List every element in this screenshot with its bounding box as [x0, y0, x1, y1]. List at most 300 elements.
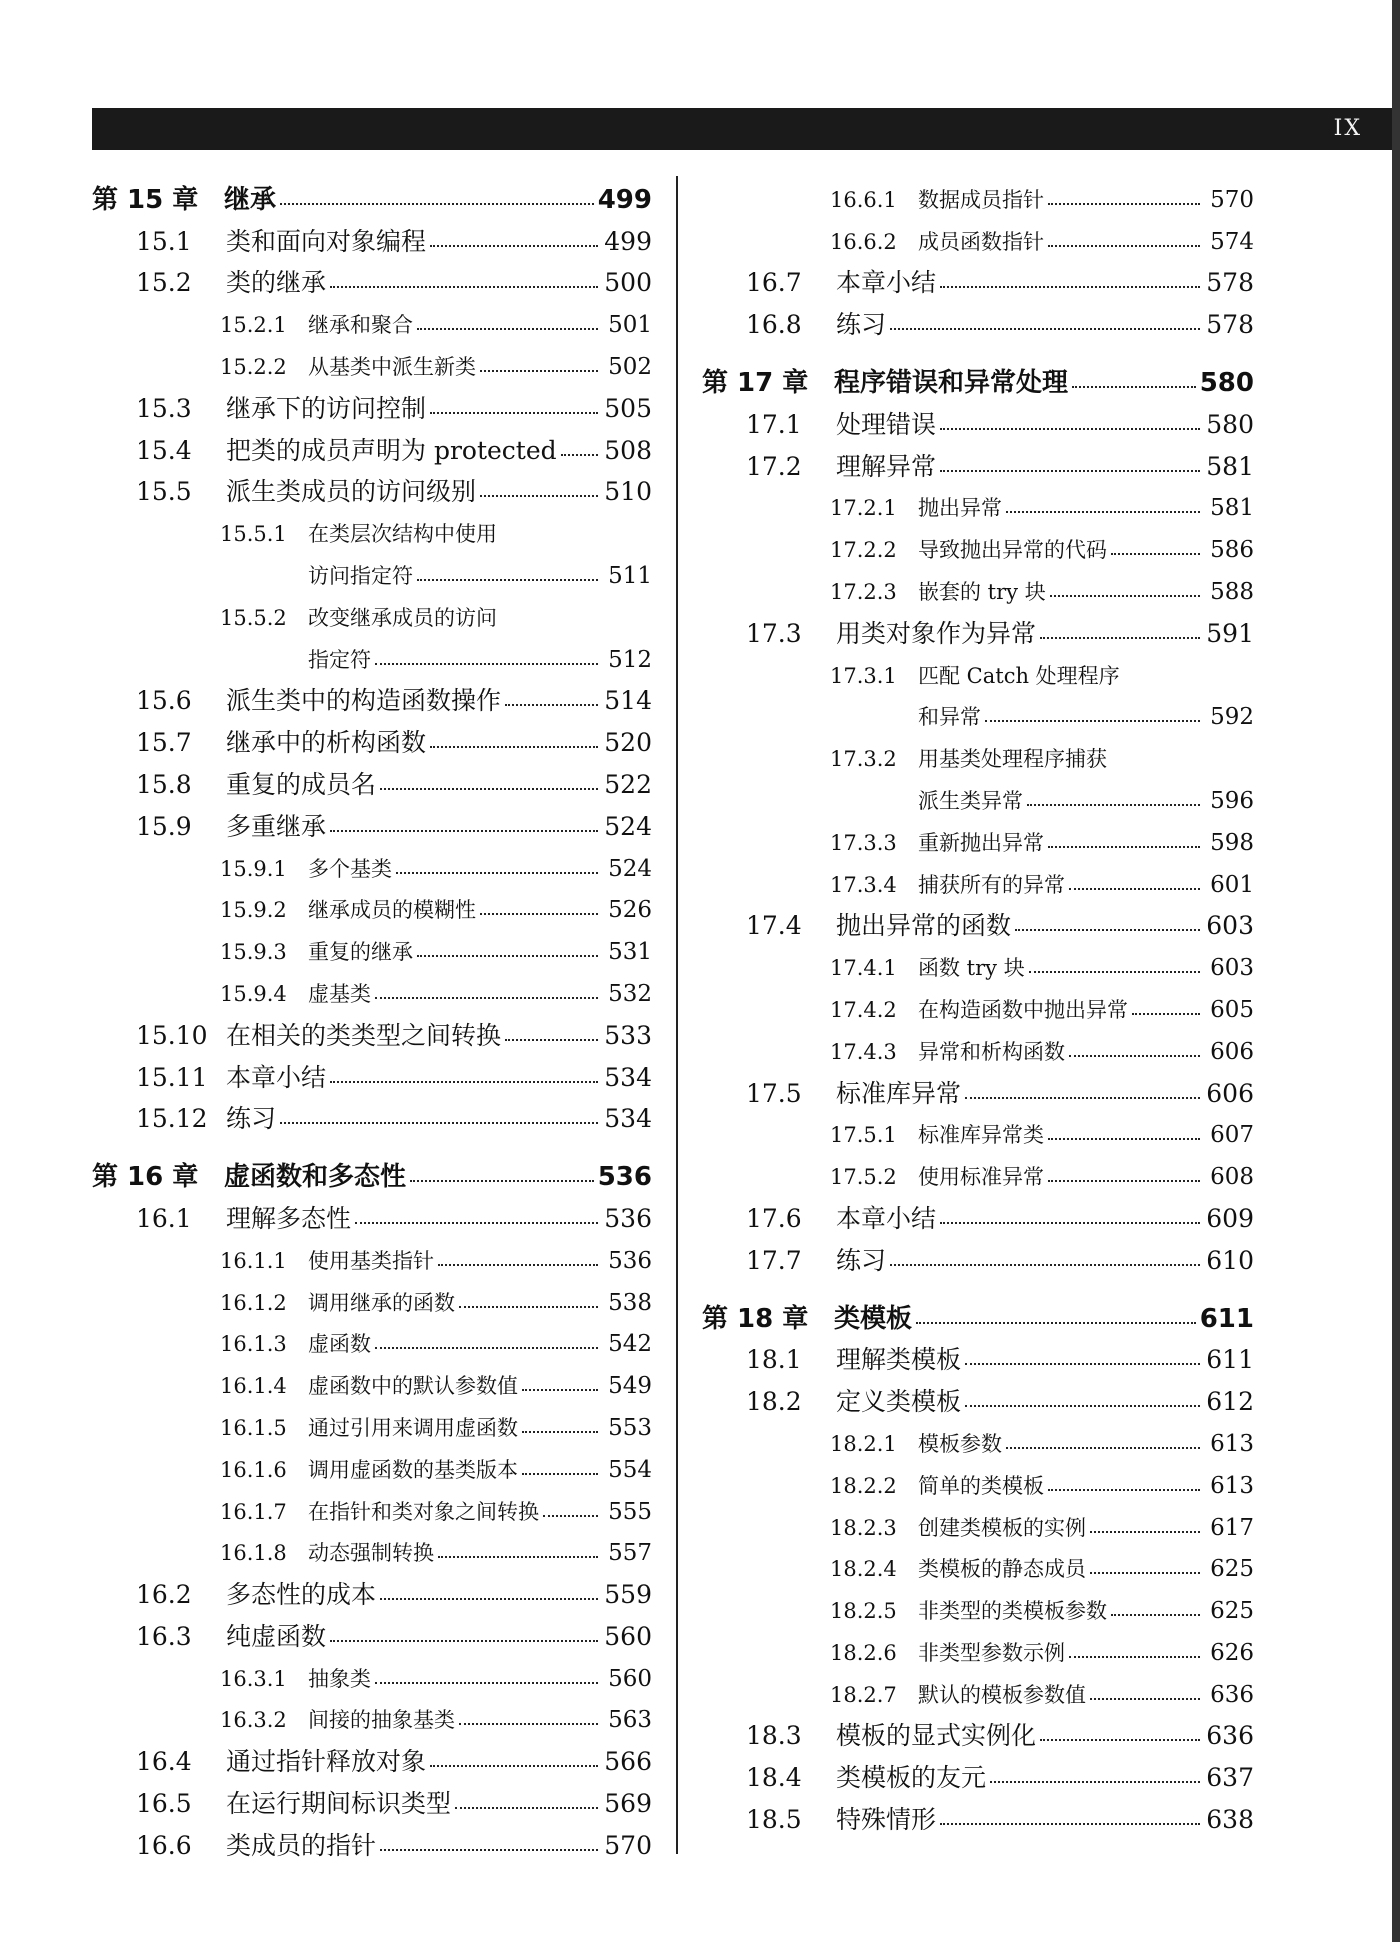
entry-page-number: 536: [597, 1162, 652, 1193]
dot-leader: [375, 1347, 598, 1349]
dot-leader: [330, 286, 598, 288]
entry-page-number: 531: [608, 939, 652, 966]
dot-leader: [505, 1039, 598, 1041]
entry-page-number: 553: [608, 1414, 652, 1441]
toc-entry-sub: [702, 522, 1254, 564]
toc-entry-subhead: [702, 648, 1254, 690]
dot-leader: [455, 1807, 598, 1809]
entry-number: 16.6.1: [830, 187, 897, 212]
toc-entry-sub: [92, 1651, 652, 1693]
entry-page-number: 617: [1210, 1514, 1254, 1541]
entry-number: 17.4.1: [830, 956, 897, 981]
entry-title: 理解多态性: [226, 1203, 352, 1233]
dot-leader: [330, 830, 598, 832]
entry-number: 15.9.3: [220, 940, 287, 965]
toc-entry-sub: [92, 1693, 652, 1735]
entry-title: 使用标准异常: [918, 1165, 1044, 1190]
entry-title: 多个基类: [308, 856, 392, 881]
dot-leader: [890, 328, 1200, 330]
dot-leader: [1048, 1138, 1200, 1140]
entry-number: 第 16 章: [92, 1162, 199, 1193]
toc-entry-sub: [92, 339, 652, 381]
entry-number: 18.2.1: [830, 1431, 897, 1456]
entry-number: 18.5: [746, 1805, 802, 1835]
entry-number: 15.2: [136, 268, 192, 298]
toc-entry-section: [92, 757, 652, 799]
dot-leader: [1015, 929, 1200, 931]
entry-number: 17.4: [746, 911, 802, 941]
dot-leader: [1048, 1489, 1200, 1491]
entry-number: 17.5.2: [830, 1165, 897, 1190]
entry-page-number: 586: [1210, 537, 1254, 564]
entry-number: 18.2.4: [830, 1557, 897, 1582]
toc-entry-section: [702, 1191, 1254, 1233]
entry-page-number: 601: [1210, 871, 1254, 898]
entry-page-number: 514: [604, 686, 652, 716]
toc-entry-section: [702, 1750, 1254, 1792]
entry-title: 函数 try 块: [918, 956, 1025, 981]
entry-title: 类成员的指针: [226, 1830, 377, 1860]
entry-page-number: 606: [1210, 1038, 1254, 1065]
dot-leader: [1072, 386, 1196, 388]
toc-entry-sub: [92, 924, 652, 966]
entry-page-number: 526: [608, 897, 652, 924]
entry-title: 类模板的静态成员: [918, 1557, 1086, 1582]
toc-entry-section: [92, 1008, 652, 1050]
entry-page-number: 603: [1206, 911, 1254, 941]
entry-page-number: 636: [1210, 1681, 1254, 1708]
dot-leader: [480, 370, 598, 372]
dot-leader: [1111, 553, 1200, 555]
entry-page-number: 578: [1206, 268, 1254, 298]
toc-entry-section: [92, 1050, 652, 1092]
entry-title: 模板参数: [918, 1431, 1002, 1456]
dot-leader: [965, 1405, 1200, 1407]
toc-entry-sub: [702, 1024, 1254, 1066]
entry-title: 重复的继承: [308, 940, 413, 965]
toc-entry-subhead: [92, 590, 652, 632]
toc-entry-section: [702, 297, 1254, 339]
entry-title: 派生类成员的访问级别: [226, 477, 477, 507]
entry-number: 16.2: [136, 1580, 192, 1610]
entry-number: 15.2.2: [220, 354, 287, 379]
entry-title: 虚函数和多态性: [224, 1162, 407, 1193]
toc-entry-sub: [702, 1542, 1254, 1584]
entry-number: 15.2.1: [220, 313, 287, 338]
entry-page-number: 536: [604, 1203, 652, 1233]
dot-leader: [380, 1849, 598, 1851]
dot-leader: [1048, 1180, 1200, 1182]
toc-entry-sub: [702, 1667, 1254, 1709]
dot-leader: [990, 1781, 1200, 1783]
entry-page-number: 538: [608, 1289, 652, 1316]
dot-leader: [1006, 511, 1200, 513]
toc-entry-section: [92, 1191, 652, 1233]
entry-title: 在运行期间标识类型: [226, 1789, 452, 1819]
entry-number: 18.2.3: [830, 1515, 897, 1540]
entry-number: 17.4.2: [830, 997, 897, 1022]
entry-number: 16.1.3: [220, 1332, 287, 1357]
entry-page-number: 625: [1210, 1556, 1254, 1583]
entry-title: 继承和聚合: [308, 313, 413, 338]
entry-title: 通过指针释放对象: [226, 1747, 427, 1777]
dot-leader: [940, 470, 1200, 472]
toc-entry-sub: [702, 214, 1254, 256]
toc-entry-chapter: [92, 1149, 652, 1191]
entry-title: 本章小结: [836, 1203, 937, 1233]
dot-leader: [1069, 1055, 1200, 1057]
entry-page-number: 508: [604, 435, 652, 465]
entry-page-number: 588: [1210, 578, 1254, 605]
entry-title: 和异常: [918, 705, 981, 730]
toc-entry-chapter: [702, 355, 1254, 397]
entry-number: 15.9.4: [220, 981, 287, 1006]
toc-entry-sub: [702, 481, 1254, 523]
entry-title: 重复的成员名: [226, 769, 377, 799]
entry-title: 定义类模板: [836, 1387, 962, 1417]
entry-number: 17.6: [746, 1203, 802, 1233]
entry-number: 15.11: [136, 1062, 208, 1092]
dot-leader: [430, 245, 598, 247]
dot-leader: [890, 1264, 1200, 1266]
dot-leader: [430, 412, 598, 414]
dot-leader: [940, 1222, 1200, 1224]
toc-entry-sub: [92, 883, 652, 925]
dot-leader: [375, 997, 598, 999]
entry-title: 非类型参数示例: [918, 1640, 1065, 1665]
entry-page-number: 520: [604, 728, 652, 758]
dot-leader: [1040, 637, 1200, 639]
dot-leader: [522, 1473, 598, 1475]
entry-title: 从基类中派生新类: [308, 354, 476, 379]
entry-page-number: 557: [608, 1540, 652, 1567]
entry-page-number: 502: [608, 353, 652, 380]
entry-page-number: 549: [608, 1373, 652, 1400]
entry-number: 15.5.2: [220, 605, 287, 630]
entry-page-number: 532: [608, 980, 652, 1007]
toc-column-right: [702, 172, 1254, 1834]
dot-leader: [330, 1081, 598, 1083]
entry-number: 18.2.7: [830, 1682, 897, 1707]
entry-title: 捕获所有的异常: [918, 872, 1065, 897]
dot-leader: [417, 579, 598, 581]
entry-page-number: 625: [1210, 1598, 1254, 1625]
entry-number: 16.8: [746, 310, 802, 340]
entry-title: 练习: [836, 1245, 887, 1275]
entry-number: 18.2.5: [830, 1599, 897, 1624]
entry-page-number: 608: [1210, 1164, 1254, 1191]
toc-entry-chapter: [702, 1291, 1254, 1333]
toc-entry-sub: [92, 1484, 652, 1526]
entry-title: 多态性的成本: [226, 1580, 377, 1610]
entry-number: 15.7: [136, 728, 192, 758]
entry-page-number: 570: [1210, 186, 1254, 213]
entry-title: 类和面向对象编程: [226, 226, 427, 256]
entry-title: 虚函数中的默认参数值: [308, 1374, 518, 1399]
entry-title: 派生类异常: [918, 788, 1023, 813]
entry-title: 指定符: [308, 647, 371, 672]
column-divider: [676, 176, 678, 1854]
dot-leader: [985, 720, 1200, 722]
toc-entry-section: [702, 256, 1254, 298]
entry-page-number: 566: [604, 1747, 652, 1777]
entry-title: 在构造函数中抛出异常: [918, 997, 1128, 1022]
dot-leader: [280, 203, 594, 205]
entry-title: 在类层次结构中使用: [308, 522, 497, 547]
entry-title: 抛出异常的函数: [836, 911, 1012, 941]
toc-entry-section: [92, 1092, 652, 1134]
toc-entry-sub: [92, 1442, 652, 1484]
toc-entry-section: [92, 1609, 652, 1651]
dot-leader: [1090, 1572, 1200, 1574]
entry-title: 处理错误: [836, 409, 937, 439]
entry-title: 用类对象作为异常: [836, 618, 1037, 648]
dot-leader: [417, 955, 598, 957]
toc-entry-sub: [92, 1358, 652, 1400]
entry-page-number: 578: [1206, 310, 1254, 340]
entry-title: 继承成员的模糊性: [308, 898, 476, 923]
toc-entry-sub: [702, 172, 1254, 214]
entry-number: 18.4: [746, 1763, 802, 1793]
entry-page-number: 603: [1210, 955, 1254, 982]
dot-leader: [375, 663, 598, 665]
entry-title: 异常和析构函数: [918, 1039, 1065, 1064]
toc-entry-section: [92, 715, 652, 757]
entry-number: 17.2: [746, 451, 802, 481]
dot-leader: [480, 495, 598, 497]
entry-number: 15.5.1: [220, 522, 287, 547]
entry-number: 15.9.2: [220, 898, 287, 923]
entry-page-number: 596: [1210, 787, 1254, 814]
entry-number: 16.1.1: [220, 1248, 287, 1273]
dot-leader: [543, 1515, 598, 1517]
toc-entry-section: [92, 1734, 652, 1776]
entry-number: 16.1: [136, 1203, 192, 1233]
entry-page-number: 612: [1206, 1387, 1254, 1417]
entry-number: 16.1.8: [220, 1541, 287, 1566]
entry-page-number: 605: [1210, 996, 1254, 1023]
entry-number: 15.3: [136, 393, 192, 423]
entry-title: 练习: [226, 1104, 277, 1134]
entry-page-number: 559: [604, 1580, 652, 1610]
entry-page-number: 524: [608, 855, 652, 882]
entry-number: 16.7: [746, 268, 802, 298]
toc-entry-section: [702, 1066, 1254, 1108]
entry-number: 15.9.1: [220, 856, 287, 881]
toc-entry-cont: [702, 690, 1254, 732]
dot-leader: [1040, 1739, 1200, 1741]
toc-entry-sub: [92, 841, 652, 883]
entry-page-number: 613: [1210, 1430, 1254, 1457]
toc-entry-cont: [92, 632, 652, 674]
entry-title: 间接的抽象基类: [308, 1708, 455, 1733]
entry-page-number: 574: [1210, 228, 1254, 255]
dot-leader: [438, 1264, 598, 1266]
entry-page-number: 609: [1206, 1203, 1254, 1233]
toc-entry-section: [702, 1333, 1254, 1375]
toc-entry-section: [92, 465, 652, 507]
entry-title: 成员函数指针: [918, 229, 1044, 254]
entry-title: 标准库异常类: [918, 1123, 1044, 1148]
dot-leader: [1050, 595, 1200, 597]
entry-number: 15.6: [136, 686, 192, 716]
entry-number: 第 18 章: [702, 1303, 809, 1334]
dot-leader: [1069, 888, 1200, 890]
toc-entry-sub: [92, 1400, 652, 1442]
toc-entry-sub: [702, 1583, 1254, 1625]
entry-page-number: 598: [1210, 829, 1254, 856]
dot-leader: [459, 1306, 598, 1308]
entry-number: 15.1: [136, 226, 192, 256]
dot-leader: [1069, 1656, 1200, 1658]
toc-entry-sub: [92, 1275, 652, 1317]
dot-leader: [330, 1640, 598, 1642]
entry-number: 17.3.3: [830, 830, 897, 855]
entry-number: 17.4.3: [830, 1039, 897, 1064]
toc-entry-section: [702, 1792, 1254, 1834]
entry-number: 17.3.1: [830, 663, 897, 688]
entry-number: 16.4: [136, 1747, 192, 1777]
entry-title: 抽象类: [308, 1666, 371, 1691]
entry-number: 18.1: [746, 1345, 802, 1375]
dot-leader: [1090, 1531, 1200, 1533]
page-number: IX: [1333, 116, 1362, 141]
entry-title: 数据成员指针: [918, 187, 1044, 212]
dot-leader: [940, 286, 1200, 288]
dot-leader: [561, 454, 598, 456]
dot-leader: [1048, 846, 1200, 848]
toc-entry-sub: [702, 1625, 1254, 1667]
toc-entry-sub: [92, 297, 652, 339]
entry-number: 15.8: [136, 769, 192, 799]
entry-title: 继承下的访问控制: [226, 393, 427, 423]
entry-number: 17.2.3: [830, 579, 897, 604]
entry-title: 程序错误和异常处理: [834, 367, 1069, 398]
toc-entry-sub: [702, 982, 1254, 1024]
entry-number: 17.3: [746, 618, 802, 648]
entry-title: 简单的类模板: [918, 1473, 1044, 1498]
dot-leader: [1111, 1614, 1200, 1616]
entry-title: 创建类模板的实例: [918, 1515, 1086, 1540]
entry-page-number: 610: [1206, 1245, 1254, 1275]
dot-leader: [280, 1122, 598, 1124]
entry-number: 18.2: [746, 1387, 802, 1417]
entry-title: 通过引用来调用虚函数: [308, 1415, 518, 1440]
entry-number: 16.1.2: [220, 1290, 287, 1315]
entry-title: 多重继承: [226, 811, 327, 841]
entry-number: 16.1.4: [220, 1374, 287, 1399]
entry-page-number: 505: [604, 393, 652, 423]
dot-leader: [1048, 245, 1200, 247]
entry-page-number: 512: [608, 646, 652, 673]
entry-number: 16.6: [136, 1830, 192, 1860]
entry-number: 15.9: [136, 811, 192, 841]
entry-title: 嵌套的 try 块: [918, 579, 1046, 604]
entry-title: 用基类处理程序捕获: [918, 747, 1107, 772]
dot-leader: [375, 1682, 598, 1684]
entry-page-number: 581: [1210, 495, 1254, 522]
entry-number: 15.5: [136, 477, 192, 507]
entry-page-number: 611: [1206, 1345, 1254, 1375]
dot-leader: [916, 1322, 1196, 1324]
entry-title: 理解类模板: [836, 1345, 962, 1375]
entry-page-number: 638: [1206, 1805, 1254, 1835]
entry-page-number: 542: [608, 1331, 652, 1358]
entry-page-number: 534: [604, 1062, 652, 1092]
entry-title: 在指针和类对象之间转换: [308, 1499, 539, 1524]
toc-entry-section: [92, 1776, 652, 1818]
dot-leader: [1048, 203, 1200, 205]
entry-page-number: 607: [1210, 1122, 1254, 1149]
toc-entry-section: [92, 1567, 652, 1609]
toc-entry-sub: [702, 564, 1254, 606]
toc-entry-section: [92, 214, 652, 256]
entry-title: 非类型的类模板参数: [918, 1599, 1107, 1624]
entry-number: 15.12: [136, 1104, 208, 1134]
entry-title: 类的继承: [226, 268, 327, 298]
entry-number: 18.2.6: [830, 1640, 897, 1665]
dot-leader: [380, 788, 598, 790]
entry-page-number: 554: [608, 1456, 652, 1483]
toc-entry-sub: [702, 1416, 1254, 1458]
entry-page-number: 500: [604, 268, 652, 298]
entry-number: 17.3.4: [830, 872, 897, 897]
entry-page-number: 606: [1206, 1078, 1254, 1108]
entry-title: 使用基类指针: [308, 1248, 434, 1273]
dot-leader: [965, 1097, 1200, 1099]
toc-entry-sub: [702, 857, 1254, 899]
entry-page-number: 522: [604, 769, 652, 799]
toc-entry-section: [702, 1233, 1254, 1275]
entry-page-number: 511: [608, 562, 652, 589]
toc-column-left: [92, 172, 652, 1860]
entry-title: 调用继承的函数: [308, 1290, 455, 1315]
toc-entry-chapter: [92, 172, 652, 214]
entry-number: 18.2.2: [830, 1473, 897, 1498]
toc-entry-sub: [92, 1526, 652, 1568]
dot-leader: [355, 1222, 598, 1224]
entry-number: 第 15 章: [92, 184, 199, 215]
entry-title: 继承: [224, 184, 277, 215]
entry-title: 纯虚函数: [226, 1621, 327, 1651]
entry-number: 16.1.6: [220, 1457, 287, 1482]
toc-entry-sub: [92, 1233, 652, 1275]
entry-number: 16.3.2: [220, 1708, 287, 1733]
entry-page-number: 510: [604, 477, 652, 507]
entry-page-number: 580: [1206, 409, 1254, 439]
entry-page-number: 626: [1210, 1639, 1254, 1666]
entry-page-number: 637: [1206, 1763, 1254, 1793]
dot-leader: [965, 1363, 1200, 1365]
toc-entry-section: [92, 423, 652, 465]
toc-entry-section: [92, 799, 652, 841]
toc-entry-section: [702, 1709, 1254, 1751]
toc-entry-sub: [92, 966, 652, 1008]
dot-leader: [480, 913, 598, 915]
toc-entry-sub: [702, 815, 1254, 857]
entry-number: 16.5: [136, 1789, 192, 1819]
entry-title: 派生类中的构造函数操作: [226, 686, 502, 716]
dot-leader: [522, 1389, 598, 1391]
entry-page-number: 563: [608, 1707, 652, 1734]
toc-entry-sub: [702, 1500, 1254, 1542]
entry-title: 改变继承成员的访问: [308, 605, 497, 630]
entry-number: 17.2.1: [830, 496, 897, 521]
entry-title: 动态强制转换: [308, 1541, 434, 1566]
header-bar: [92, 108, 1392, 150]
entry-number: 15.10: [136, 1020, 208, 1050]
dot-leader: [410, 1180, 594, 1182]
